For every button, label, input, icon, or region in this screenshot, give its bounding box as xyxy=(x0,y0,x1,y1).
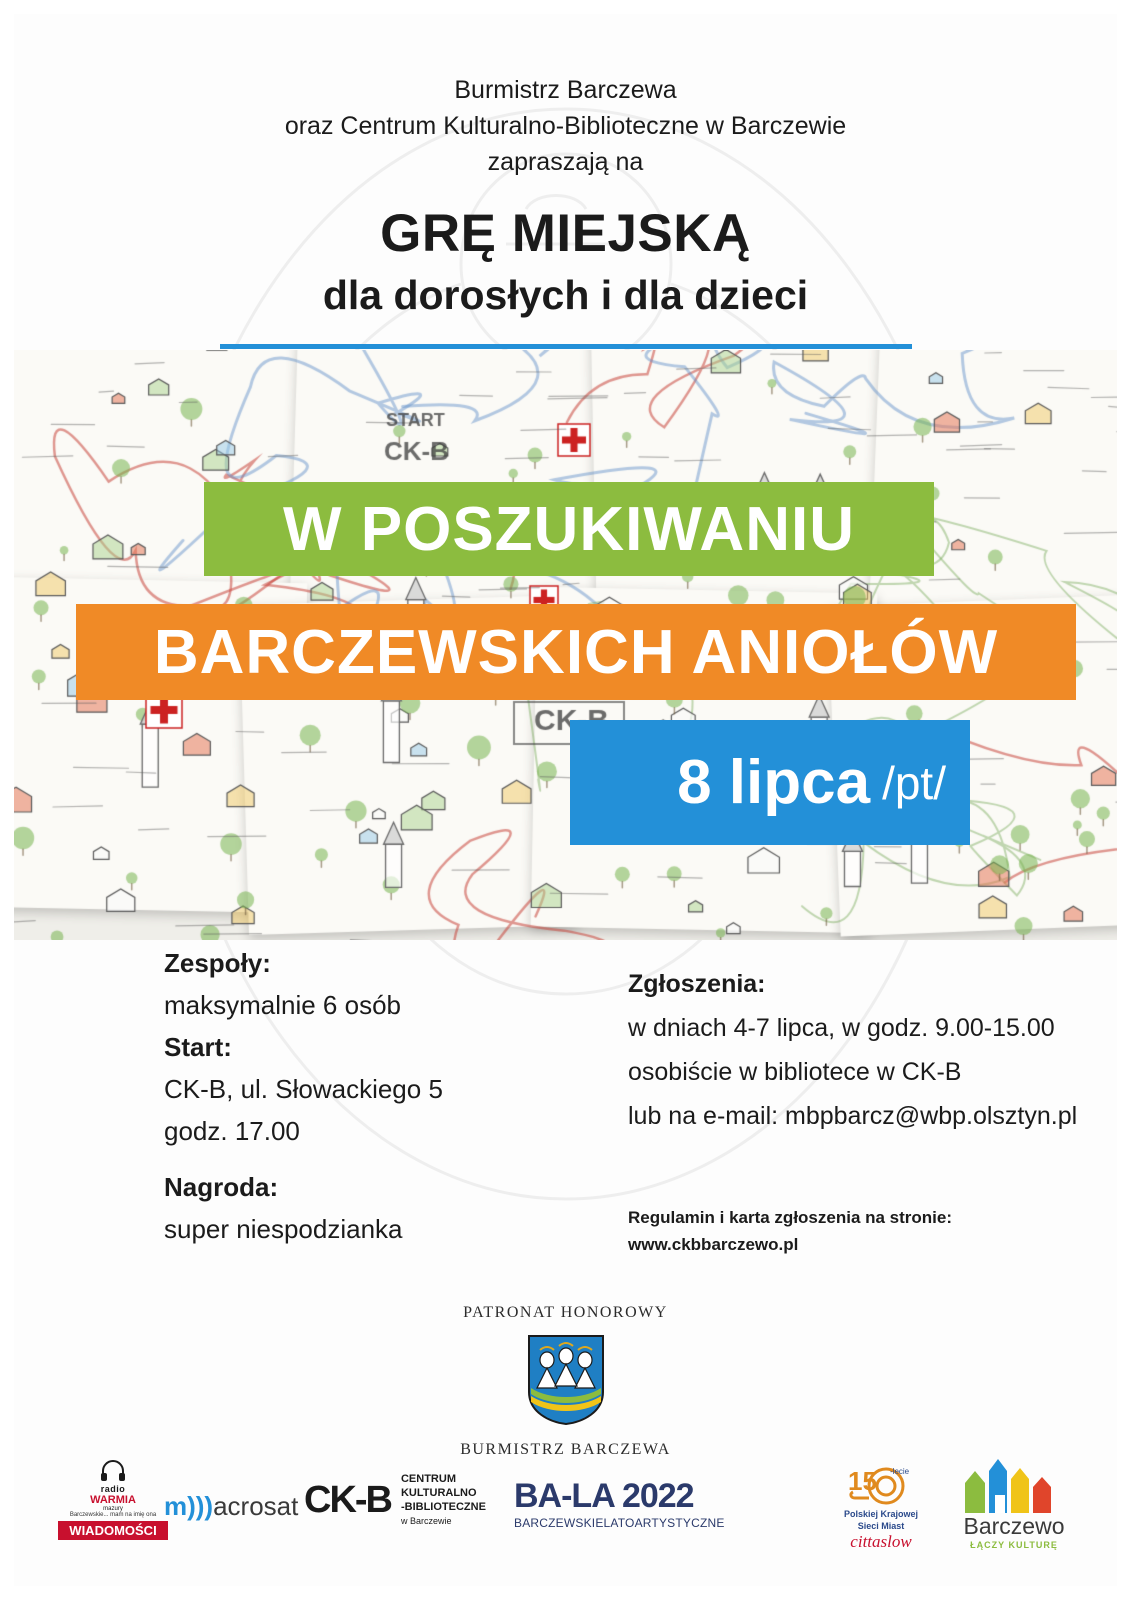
start-time: godz. 17.00 xyxy=(164,1116,300,1146)
event-date-suffix: /pt/ xyxy=(882,756,946,809)
barczewo-skyline-icon xyxy=(959,1451,1069,1513)
ckb-fullname xyxy=(401,1472,486,1528)
event-date: 8 lipca xyxy=(677,748,871,817)
start-label: Start: xyxy=(164,1032,232,1062)
barczewo-slogan: ŁĄCZY KULTURĘ xyxy=(970,1540,1058,1550)
signup-line-1: w dniach 4-7 lipca, w godz. 9.00-15.00 xyxy=(628,1014,1055,1042)
svg-text:-lecie: -lecie xyxy=(890,1467,910,1476)
logo-barczewo xyxy=(949,1451,1079,1550)
banner-orange xyxy=(76,604,1076,700)
header-line-2: oraz Centrum Kulturalno-Biblioteczne w Barczewie xyxy=(284,112,847,140)
ckb-line-2: KULTURALNO xyxy=(400,1487,477,1499)
banner-date xyxy=(570,720,970,845)
bala-subtitle: BARCZEWSKIELATOARTYSTYCZNE xyxy=(514,1516,725,1530)
ckb-line-4: w Barczewie xyxy=(400,1516,452,1526)
logo-bala xyxy=(514,1477,725,1530)
regulations-line-1: Regulamin i karta zgłoszenia na stronie: xyxy=(628,1208,953,1227)
start-address: CK-B, ul. Słowackiego 5 xyxy=(164,1074,443,1104)
signup-label: Zgłoszenia: xyxy=(628,970,766,998)
poster xyxy=(14,14,1117,1586)
patronage-authority: BURMISTRZ BARCZEWA xyxy=(460,1441,671,1458)
logo-ckb xyxy=(304,1472,486,1528)
cittaslow-line-2: Sieci Miast xyxy=(857,1521,905,1531)
banner-green-text: W POSZUKIWANIU xyxy=(283,494,855,564)
logo-radio-wiadomosci xyxy=(58,1460,168,1540)
info-left xyxy=(164,944,584,1252)
header-line-3: zapraszają na xyxy=(487,148,644,176)
radio-line-4: WIADOMOŚCI xyxy=(58,1521,168,1540)
acrosat-label: acrosat xyxy=(213,1491,299,1521)
radio-line-1: radio xyxy=(100,1484,126,1494)
info-right xyxy=(628,964,1098,1140)
poster-header xyxy=(14,72,1117,320)
cittaslow-line-1: Polskiej Krajowej xyxy=(843,1509,919,1519)
headphones-icon xyxy=(100,1460,126,1482)
regulations-website[interactable]: www.ckbbarczewo.pl xyxy=(628,1235,799,1254)
cittaslow-name: cittaslow xyxy=(850,1532,912,1551)
header-divider xyxy=(220,344,912,349)
barczewo-coat-of-arms-icon xyxy=(525,1332,607,1428)
logo-cittaslow xyxy=(826,1462,936,1552)
bala-name: BA-LA xyxy=(514,1477,614,1515)
radio-line-3: mazury xyxy=(103,1506,123,1512)
teams-label: Zespoły: xyxy=(164,948,271,978)
banner-orange-text: BARCZEWSKICH ANIOŁÓW xyxy=(153,617,999,687)
patronage-caption: PATRONAT HONOROWY xyxy=(463,1304,668,1321)
radio-line-5: Barczewskie... mam na imię ona xyxy=(69,1512,157,1518)
ckb-line-1: CENTRUM xyxy=(400,1473,456,1485)
logo-acrosat xyxy=(164,1491,298,1522)
snail-icon xyxy=(846,1462,916,1508)
prize-label: Nagroda: xyxy=(164,1172,279,1202)
signup-line-2: osobiście w bibliotece w CK-B xyxy=(628,1058,962,1086)
ckb-monogram: CK-B xyxy=(304,1478,391,1521)
bala-title xyxy=(514,1477,725,1516)
barczewo-name: Barczewo xyxy=(963,1513,1065,1539)
bala-year: 2022 xyxy=(621,1477,694,1515)
radio-line-2: WARMIA xyxy=(90,1494,136,1506)
prize-value: super niespodzianka xyxy=(164,1214,403,1244)
signup-line-3: lub na e-mail: mbpbarcz@wbp.olsztyn.pl xyxy=(628,1102,1078,1130)
poster-title: GRĘ MIEJSKĄ xyxy=(380,204,751,263)
header-line-1: Burmistrz Barczewa xyxy=(454,76,677,104)
regulations-note xyxy=(628,1204,1098,1258)
banner-green xyxy=(204,482,934,576)
sponsor-logos xyxy=(14,1444,1117,1574)
poster-subtitle: dla dorosłych i dla dzieci xyxy=(322,272,809,318)
patronage-block xyxy=(14,1304,1117,1459)
svg-text:15: 15 xyxy=(848,1466,877,1496)
teams-value: maksymalnie 6 osób xyxy=(164,990,401,1020)
ckb-line-3: -BIBLIOTECZNE xyxy=(400,1501,486,1513)
signal-icon: m))) xyxy=(164,1491,214,1521)
